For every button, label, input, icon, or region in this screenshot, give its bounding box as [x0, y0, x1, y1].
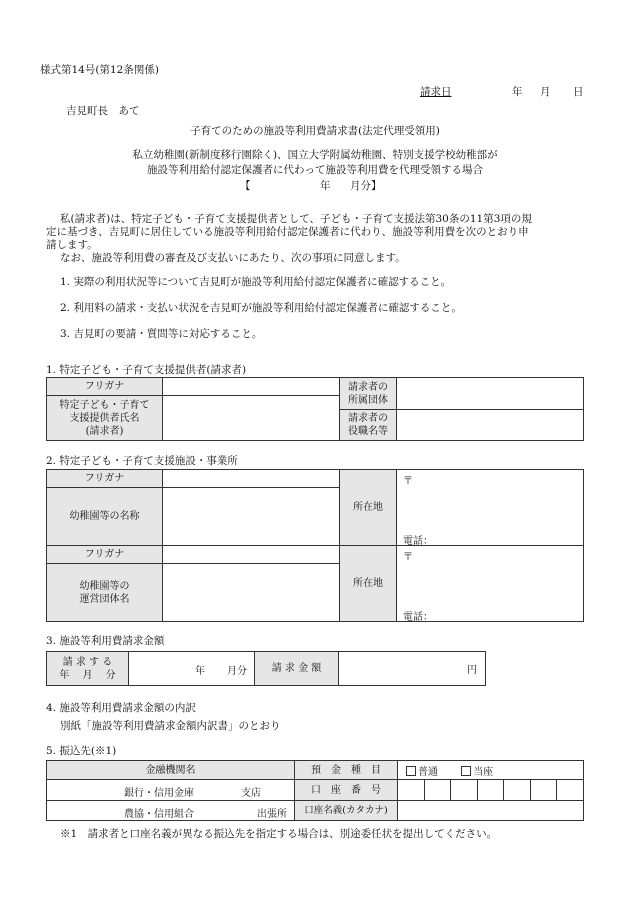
- phone-label-2: 電話：: [403, 612, 433, 623]
- requester-title-field[interactable]: [397, 410, 584, 441]
- yen-unit: 円: [467, 665, 477, 676]
- facility-location-field[interactable]: [397, 470, 584, 546]
- account-holder-label: 口座名義(カタカナ): [295, 801, 398, 821]
- account-digit-box[interactable]: [398, 780, 424, 800]
- section1-heading: 1. 特定子ども・子育て支援提供者(請求者): [46, 364, 247, 376]
- request-month-year: 年: [195, 666, 205, 677]
- current-label: 当座: [473, 766, 494, 778]
- account-holder-field[interactable]: [398, 801, 584, 821]
- ordinary-option[interactable]: [406, 767, 438, 778]
- form-title: 子育てのための施設等利用費請求書(法定代理受領用): [190, 125, 440, 137]
- subtitle-line-1: 私立幼稚園(新制度移行園除く)、国立大学附属幼稚園、特別支援学校幼稚部が: [132, 149, 498, 161]
- account-digit-box[interactable]: [477, 780, 504, 800]
- bank-line-label: 銀行・信用金庫: [124, 788, 194, 799]
- branch-label: 支店: [241, 788, 261, 799]
- account-digit-box[interactable]: [556, 780, 583, 800]
- requester-org-label-line2: 所属団体: [348, 394, 388, 406]
- current-option[interactable]: [461, 767, 493, 778]
- requester-org-label-line1: 請求者の: [348, 381, 388, 393]
- breakdown-reference: 別紙「施設等利用費請求金額内訳書」のとおり: [60, 720, 281, 732]
- kindergarten-name-label: 幼稚園等の名称: [47, 488, 163, 546]
- consent-item-2: 2. 利用料の請求・支払い状況を吉見町が施設等利用給付認定保護者に確認すること。: [60, 302, 462, 314]
- bank-line-field[interactable]: [47, 780, 295, 801]
- request-date-month: 月: [540, 86, 551, 98]
- intro-line-2: 定に基づき、吉見町に居住している施設等利用給付認定保護者に代わり、施設等利用費を次のとおり申: [46, 226, 529, 238]
- provider-name-field[interactable]: [163, 396, 340, 441]
- request-month-label-line1: 請 求 す る: [62, 656, 113, 668]
- facility-furigana-label: フリガナ: [47, 470, 163, 488]
- agri-line-field[interactable]: [47, 801, 295, 821]
- deposit-type-field: [398, 761, 584, 780]
- account-number-field[interactable]: [398, 780, 584, 801]
- operator-name-label-line1: 幼稚園等の: [79, 580, 130, 592]
- provider-name-label-line3: (請求者): [85, 425, 124, 437]
- provider-name-label: [47, 396, 163, 441]
- kindergarten-name-field[interactable]: [163, 488, 340, 546]
- requester-title-label-line2: 役職名等: [348, 426, 388, 437]
- facility-table: [46, 469, 584, 622]
- furigana-label: フリガナ: [47, 378, 163, 396]
- operator-furigana-label: フリガナ: [47, 546, 163, 564]
- furigana-field[interactable]: [163, 378, 340, 396]
- account-digit-box[interactable]: [503, 780, 530, 800]
- operator-location-field[interactable]: [397, 546, 584, 622]
- requester-title-label: [340, 410, 397, 441]
- account-digit-box[interactable]: [530, 780, 557, 800]
- ordinary-label: 普通: [418, 766, 438, 778]
- period: [240, 178, 382, 193]
- operator-location-label: 所在地: [340, 546, 397, 622]
- intro-line-1: 私(請求者)は、特定子ども・子育て支援提供者として、子ども・子育て支援法第30条の11第3項の規: [60, 213, 532, 225]
- period-month: 月分】: [350, 180, 382, 192]
- account-number-boxes: [398, 780, 583, 800]
- deposit-type-label: 預 金 種 目: [295, 761, 398, 780]
- request-month-label: [47, 652, 129, 686]
- postal-mark-1: 〒: [403, 476, 413, 487]
- consent-item-1: 1. 実際の利用状況等について吉見町が施設等利用給付認定保護者に確認すること。: [60, 276, 452, 288]
- section4-heading: 4. 施設等利用費請求金額の内訳: [46, 702, 196, 714]
- intro-line-4: なお、施設等利用費の審査及び支払いにあたり、次の事項に同意します。: [60, 252, 406, 264]
- footnote: ※1 請求者と口座名義が異なる振込先を指定する場合は、別途委任状を提出してください。: [60, 828, 498, 840]
- operator-name-label: [47, 564, 163, 622]
- amount-label: 請 求 金 額: [255, 652, 339, 686]
- request-date-year: 年: [512, 86, 523, 98]
- requester-title-label-line1: 請求者の: [348, 413, 388, 424]
- intro-line-3: 請します。: [46, 239, 98, 251]
- request-month-field[interactable]: [129, 652, 255, 686]
- facility-furigana-field[interactable]: [163, 470, 340, 488]
- account-number-label: 口 座 番 号: [295, 780, 398, 801]
- account-digit-box[interactable]: [450, 780, 477, 800]
- subtitle-line-2: 施設等利用給付認定保護者に代わって施設等利用費を代理受領する場合: [147, 164, 483, 176]
- operator-name-field[interactable]: [163, 564, 340, 622]
- facility-location-label: 所在地: [340, 470, 397, 546]
- provider-name-label-line1: 特定子ども・子育て: [59, 399, 150, 411]
- agri-line-label: 農協・信用組合: [124, 809, 194, 820]
- section5-heading: 5. 振込先(※1): [46, 745, 117, 757]
- amount-field[interactable]: [339, 652, 486, 686]
- request-month-label-line2: 年 月 分: [59, 669, 116, 681]
- request-date-day: 日: [573, 86, 584, 98]
- operator-name-label-line2: 運営団体名: [79, 593, 130, 605]
- phone-label-1: 電話：: [403, 536, 433, 547]
- request-date-label: 請求日: [420, 86, 452, 98]
- section3-heading: 3. 施設等利用費請求金額: [46, 635, 165, 647]
- requester-org-field[interactable]: [397, 378, 584, 410]
- branch-office-label: 出張所: [257, 809, 287, 820]
- requester-org-label: [340, 378, 397, 410]
- request-month-month: 月分: [227, 666, 247, 677]
- form-number: 様式第14号(第12条関係): [40, 64, 159, 76]
- request-date: [420, 84, 583, 99]
- section2-heading: 2. 特定子ども・子育て支援施設・事業所: [46, 455, 238, 467]
- current-checkbox[interactable]: [461, 766, 471, 776]
- addressee: 吉見町長 あて: [66, 105, 140, 117]
- consent-item-3: 3. 吉見町の要請・質問等に対応すること。: [60, 328, 263, 340]
- provider-name-label-line2: 支援提供者氏名: [69, 412, 140, 424]
- postal-mark-2: 〒: [403, 552, 413, 563]
- operator-furigana-field[interactable]: [163, 546, 340, 564]
- account-digit-box[interactable]: [424, 780, 451, 800]
- ordinary-checkbox[interactable]: [406, 766, 416, 776]
- bank-table: [46, 760, 584, 821]
- amount-table: [46, 651, 486, 686]
- provider-table: [46, 377, 584, 441]
- period-year: 年: [320, 180, 331, 192]
- bank-name-header: 金融機関名: [47, 761, 295, 780]
- period-open: 【: [240, 180, 251, 192]
